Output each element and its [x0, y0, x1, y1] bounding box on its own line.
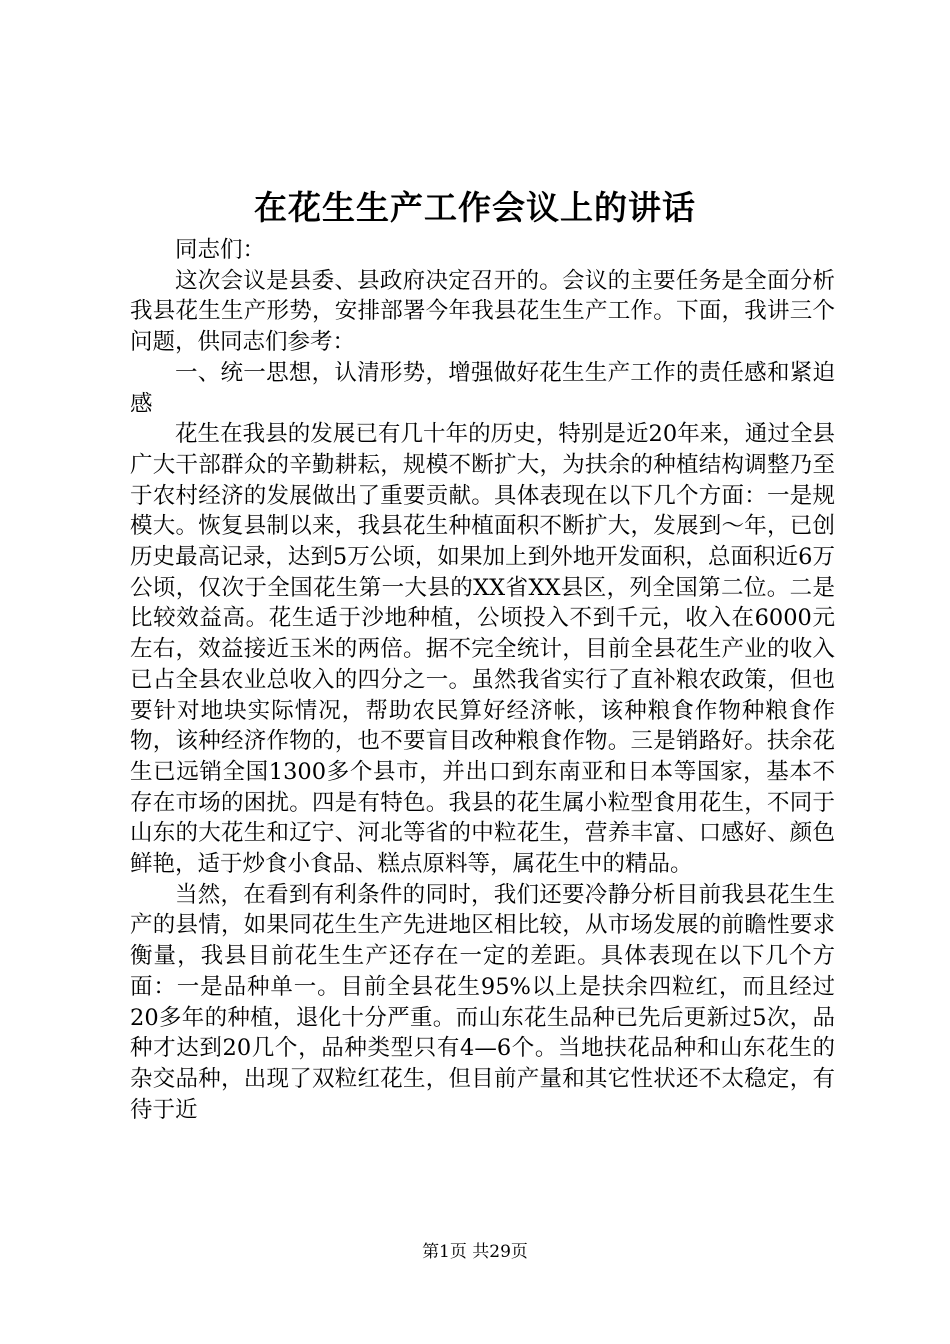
- document-title: 在花生生产工作会议上的讲话: [254, 188, 696, 227]
- body-paragraph: 花生在我县的发展已有几十年的历史，特别是近20年来，通过全县广大干部群众的辛勤耕耘，规模不断扩大，为扶余的种植结构调整乃至于农村经济的发展做出了重要贡献。具体表现在以下几个方面：一是规模大。恢复县制以来，我县花生种植面积不断扩大，发展到～年，已创历史最高记录，达到5万公顷，如果加上到外地开发面积，总面积近6万公顷，仅次于全国花生第一大县的XX省XX县区，列全国第二位。二是比较效益高。花生适于沙地种植，公顷投入不到千元，收入在6000元左右，效益接近玉米的两倍。据不完全统计，目前全县花生产业的收入已占全县农业总收入的四分之一。虽然我省实行了直补粮农政策，但也要针对地块实际情况，帮助农民算好经济帐，该种粮食作物种粮食作物，该种经济作物的，也不要盲目改种粮食作物。三是销路好。扶余花生已远销全国1300多个县市，并出口到东南亚和日本等国家，基本不存在市场的困扰。四是有特色。我县的花生属小粒型食用花生，不同于山东的大花生和辽宁、河北等省的中粒花生，营养丰富、口感好、颜色鲜艳，适于炒食小食品、糕点原料等，属花生中的精品。: [130, 421, 835, 878]
- intro-paragraph: 这次会议是县委、县政府决定召开的。会议的主要任务是全面分析我县花生生产形势，安排部署今年我县花生生产工作。下面，我讲三个问题，供同志们参考：: [130, 267, 835, 356]
- salutation-paragraph: 同志们：: [175, 237, 266, 263]
- body-paragraph: 当然，在看到有利条件的同时，我们还要冷静分析目前我县花生生产的县情，如果同花生生产先进地区相比较，从市场发展的前瞻性要求衡量，我县目前花生生产还存在一定的差距。具体表现在以下几个方面：一是品种单一。目前全县花生95%以上是扶余四粒红，而且经过20多年的种植，退化十分严重。而山东花生品种已先后更新过5次，品种才达到20几个，品种类型只有4—6个。当地扶花品种和山东花生的杂交品种，出现了双粒红花生，但目前产量和其它性状还不太稳定，有待于近: [130, 881, 835, 1123]
- document-body: [130, 235, 835, 1125]
- section-heading: 一、统一思想，认清形势，增强做好花生生产工作的责任感和紧迫感: [130, 359, 835, 417]
- page-number-footer: 第1页 共29页: [422, 1242, 528, 1262]
